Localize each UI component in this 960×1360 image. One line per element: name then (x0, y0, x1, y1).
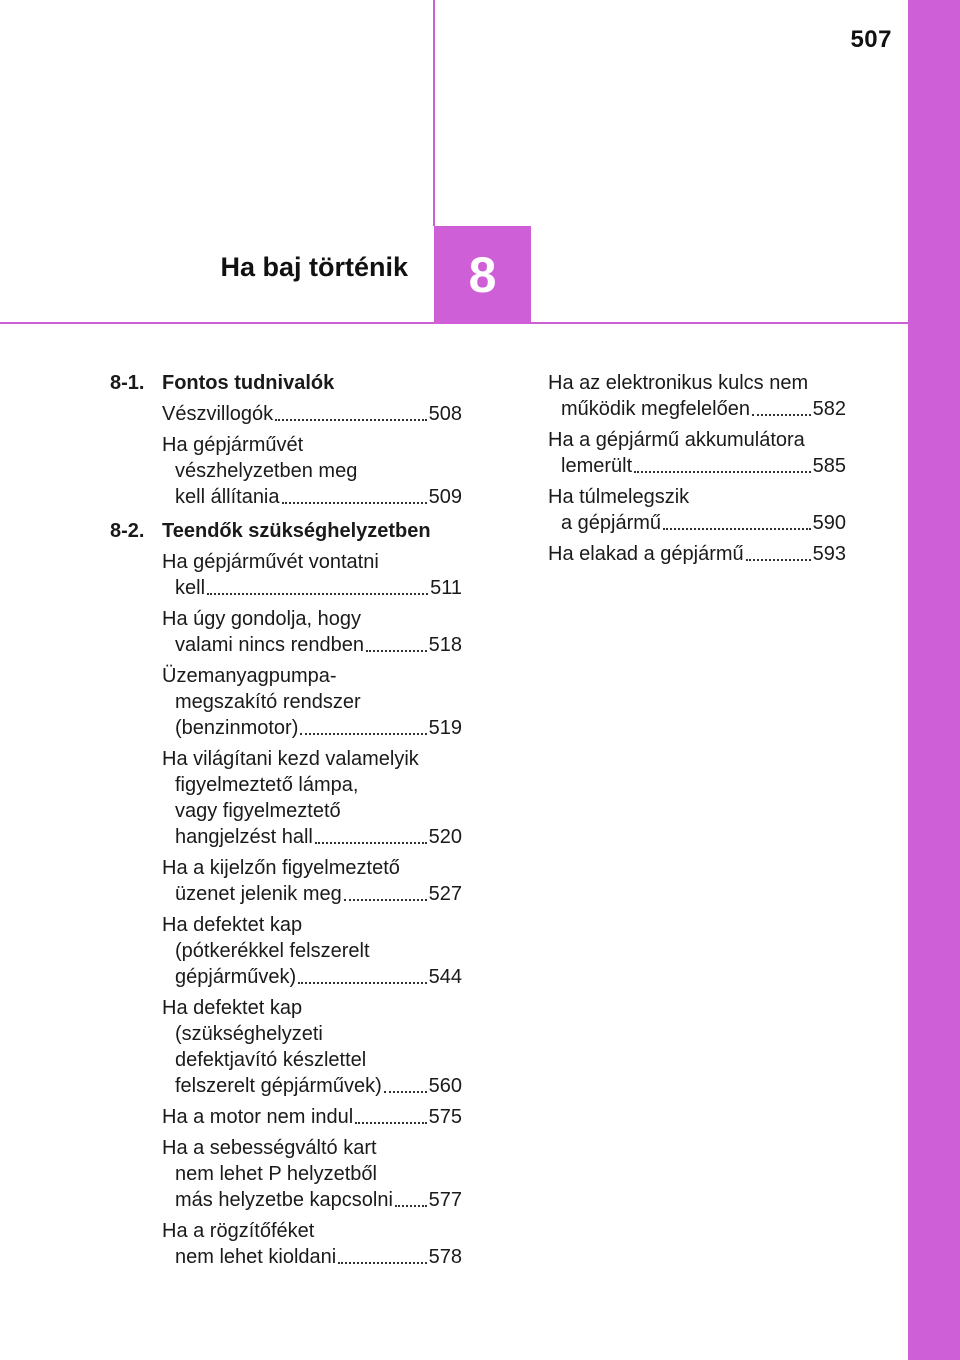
toc-entry-title-last-line: működik megfelelően (561, 398, 750, 420)
dot-leader (315, 842, 427, 844)
toc-entry-title-last-line: a gépjármű (561, 512, 662, 534)
toc-entry-page: 520 (428, 826, 462, 848)
toc-entry-page: 575 (428, 1106, 462, 1128)
dot-leader (355, 1122, 426, 1124)
toc-entry-list (548, 370, 846, 567)
toc-entry[interactable] (162, 663, 462, 741)
toc-entry-title-lines: Ha az elektronikus kulcs nem (548, 372, 809, 394)
page-number: 507 (850, 26, 892, 53)
toc-entry-title-lines: Üzemanyagpumpa- megszakító rendszer (162, 665, 361, 713)
toc-entry-title-last-line: (benzinmotor) (175, 717, 299, 739)
section-title: Fontos tudnivalók (162, 372, 335, 394)
toc-entry-title-lines: Ha a gépjármű akkumulátora (548, 429, 805, 451)
toc-entry[interactable] (548, 484, 846, 536)
toc-section-heading[interactable] (110, 518, 462, 544)
dot-leader (344, 899, 427, 901)
toc-entry[interactable] (162, 401, 462, 427)
toc-entry[interactable] (162, 432, 462, 510)
toc-entry[interactable] (162, 995, 462, 1099)
section-title: Teendők szükséghelyzetben (162, 520, 431, 542)
toc-entry-title-lines: Ha világítani kezd valamelyik figyelmeztető lámpa, vagy figyelmeztető (162, 748, 419, 822)
toc-entry-title-lines: Ha gépjárművét vészhelyzetben meg (162, 434, 358, 482)
dot-leader (752, 414, 811, 416)
toc-entry-title-last-line: felszerelt gépjárművek) (175, 1075, 382, 1097)
section-number: 8-1. (110, 372, 145, 394)
dot-leader (366, 650, 427, 652)
section-number: 8-2. (110, 520, 145, 542)
dot-leader (634, 471, 810, 473)
toc-entry-page: 508 (428, 403, 462, 425)
toc-entry-title-last-line: más helyzetbe kapcsolni (175, 1189, 393, 1211)
toc-entry-page: 518 (428, 634, 462, 656)
toc-entry-page: 577 (428, 1189, 462, 1211)
toc-right-column (548, 370, 846, 572)
toc-entry[interactable] (548, 370, 846, 422)
dot-leader (395, 1205, 427, 1207)
toc-entry[interactable] (162, 912, 462, 990)
toc-entry-title-last-line: kell (175, 577, 206, 599)
dot-leader (384, 1091, 427, 1093)
toc-entry-title-last-line: valami nincs rendben (175, 634, 364, 656)
toc-entry-title-last-line: kell állítania (175, 486, 280, 508)
toc-entry-title-lines: Ha úgy gondolja, hogy (162, 608, 362, 630)
toc-entry[interactable] (162, 549, 462, 601)
toc-entry-title-last-line: nem lehet kioldani (175, 1246, 337, 1268)
toc-entry[interactable] (162, 1135, 462, 1213)
toc-entry[interactable] (162, 855, 462, 907)
toc-entry-title-lines: Ha defektet kap (pótkerékkel felszerelt (162, 914, 370, 962)
toc-entry-title-last-line: üzenet jelenik meg (175, 883, 342, 905)
toc-entry-page: 582 (812, 398, 846, 420)
toc-entry-page: 585 (812, 455, 846, 477)
toc-entry[interactable] (162, 746, 462, 850)
toc-entry-title-last-line: Vészvillogók (162, 403, 274, 425)
dot-leader (300, 733, 426, 735)
toc-entry-title-lines: Ha a rögzítőféket (162, 1220, 315, 1242)
toc-entry-title-lines: Ha túlmelegszik (548, 486, 690, 508)
toc-entry-title-last-line: hangjelzést hall (175, 826, 313, 848)
toc-entry-title-lines: Ha gépjárművét vontatni (162, 551, 379, 573)
toc-entry[interactable] (548, 541, 846, 567)
toc-entry-page: 590 (812, 512, 846, 534)
toc-entry-page: 593 (812, 543, 846, 565)
toc-entry[interactable] (162, 1104, 462, 1130)
toc-left-column (110, 370, 462, 1278)
toc-entry-page: 511 (430, 577, 462, 599)
toc-entry-page: 544 (428, 966, 462, 988)
dot-leader (207, 593, 428, 595)
toc-entry-title-last-line: Ha a motor nem indul (162, 1106, 354, 1128)
toc-entry-title-lines: Ha a sebességváltó kart nem lehet P helyzetből (162, 1137, 377, 1185)
toc-entry-list (110, 549, 462, 1270)
toc-entry-page: 560 (428, 1075, 462, 1097)
dot-leader (663, 528, 811, 530)
toc-entry-title-last-line: lemerült (561, 455, 633, 477)
header-divider-vertical (433, 0, 435, 226)
dot-leader (298, 982, 426, 984)
toc-entry[interactable] (548, 427, 846, 479)
toc-entry-page: 509 (428, 486, 462, 508)
toc-entry-page: 527 (428, 883, 462, 905)
dot-leader (338, 1262, 426, 1264)
toc-section-heading[interactable] (110, 370, 462, 396)
toc-entry-page: 519 (428, 717, 462, 739)
toc-entry-page: 578 (428, 1246, 462, 1268)
toc-entry-title-last-line: gépjárművek) (175, 966, 297, 988)
dot-leader (282, 502, 427, 504)
toc-entry[interactable] (162, 606, 462, 658)
toc-entry-list (110, 401, 462, 510)
chapter-number-badge: 8 (434, 226, 531, 323)
toc-entry[interactable] (162, 1218, 462, 1270)
toc-entry-title-lines: Ha a kijelzőn figyelmeztető (162, 857, 400, 879)
dot-leader (275, 419, 426, 421)
dot-leader (746, 559, 811, 561)
toc-entry-title-lines: Ha defektet kap (szükséghelyzeti defektjavító készlettel (162, 997, 367, 1071)
chapter-side-strip (908, 0, 960, 1360)
toc-entry-title-last-line: Ha elakad a gépjármű (548, 543, 744, 565)
chapter-title: Ha baj történik (220, 252, 408, 282)
